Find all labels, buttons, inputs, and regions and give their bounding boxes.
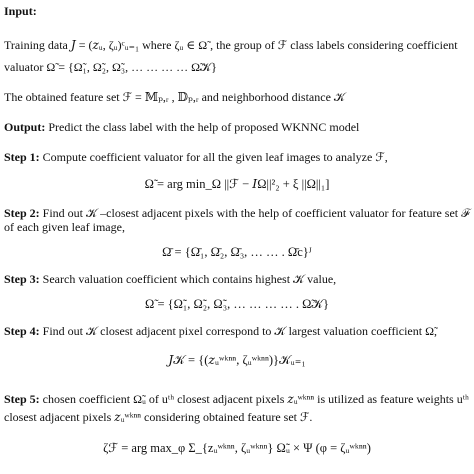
step-5-text: chosen coefficient Ω̃ᵤ of uᵗʰ closest adjacent pixels 𝑧ᵤʷᵏⁿⁿ is utilized as feature weights uᵗʰ <box>39 392 469 406</box>
step-4-text: Find out 𝒦 closest adjacent pixel correspond to 𝒦 largest valuation coefficient Ω̃, <box>39 324 438 338</box>
step-1-text: Compute coefficient valuator for all the given leaf images to analyze ℱ, <box>39 150 388 164</box>
input-line-1: Training data 𝐽 = (𝑧ᵤ, ζᵤ)ᶜᵤ₌₁ where ζᵤ ∈ Ω̃ , the group of ℱ class labels considering coefficient <box>4 38 458 52</box>
step-3-text: Search valuation coefficient which contains highest 𝒦 value, <box>39 272 337 286</box>
input-line-3: The obtained feature set ℱ = 𝕄ₚ,ᵣ , 𝔻ₚ,ᵣ and neighborhood distance 𝒦 <box>4 90 346 104</box>
input-line-2: valuator Ω̃ = {Ω̃₁, Ω̃₂, Ω̃₃, … … … … Ω̃𝒦} <box>4 60 217 74</box>
output-text: Predict the class label with the help of proposed WKNNC model <box>45 120 360 134</box>
output-label: Output: <box>4 120 46 134</box>
step-5-line-2: closest adjacent pixels 𝑧ᵤʷᵏⁿⁿ considering obtained feature set ℱ. <box>4 410 313 424</box>
step-4-label: Step 4: <box>4 324 40 338</box>
step-2-label: Step 2: <box>4 206 40 220</box>
step-4-equation: 𝐽𝒦 = {(𝑧ᵤʷᵏⁿⁿ, ζᵤʷᵏⁿⁿ)}𝒦ᵤ₌₁ <box>168 353 306 367</box>
step-1-equation: Ω̃ = arg min_Ω ||ℱ − 𝐼Ω||²₂ + ξ ||Ω||₁] <box>144 177 330 191</box>
input-heading: Input: <box>4 4 37 18</box>
step-3-label: Step 3: <box>4 272 40 286</box>
output-line <box>4 120 359 134</box>
step-1-label: Step 1: <box>4 150 40 164</box>
step-3-equation: Ω̃ = {Ω̃₁, Ω̃₂, Ω̃₃, … … … … . Ω̃𝒦} <box>145 297 329 311</box>
step-3-line <box>4 272 336 286</box>
step-5-equation: ζℱ = arg max_φ Σ_{zᵤʷᵏⁿⁿ, ζᵤʷᵏⁿⁿ} Ω̃ᵤ × Ψ (φ = ζᵤʷᵏⁿⁿ) <box>103 441 371 455</box>
step-5-line <box>4 392 469 406</box>
step-2-line <box>4 206 470 234</box>
step-2-equation: Ω̄ = {Ω̄₁, Ω̄₂, Ω̄₃, … … . Ω̄c}ᴶ <box>162 245 312 259</box>
step-2-text: Find out 𝒦 –closest adjacent pixels with the help of coefficient valuator for feature set ℱ of each given leaf image, <box>4 206 470 234</box>
step-4-line <box>4 324 437 338</box>
step-5-label: Step 5: <box>4 392 40 406</box>
step-1-line <box>4 150 388 164</box>
